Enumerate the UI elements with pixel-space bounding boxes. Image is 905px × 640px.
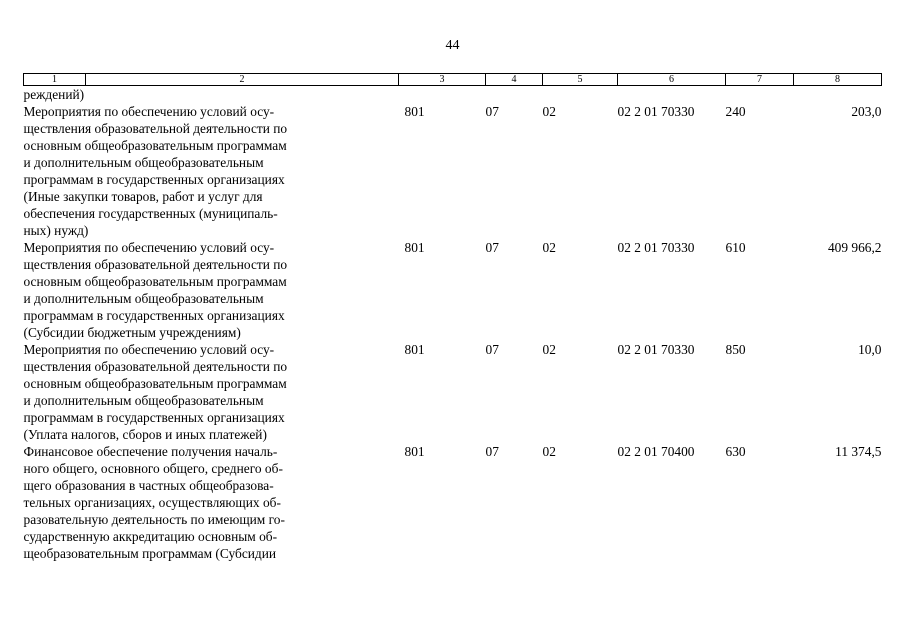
item-description <box>24 443 399 562</box>
subsection-code: 02 <box>542 240 556 255</box>
subsection-code: 02 <box>542 104 556 119</box>
amount: 11 374,5 <box>835 444 882 459</box>
description-line: и дополнительным общеобразовательным <box>23 393 264 408</box>
description-line: основным общеобразовательным программам <box>23 376 287 391</box>
description-line: ного общего, основного общего, среднего об- <box>23 461 283 476</box>
target-article-code: 02 2 01 70330 <box>617 342 695 357</box>
amount: 10,0 <box>858 342 882 357</box>
description-line: щего образования в частных общеобразова- <box>23 478 274 493</box>
description-line: программам в государственных организациях <box>23 172 285 187</box>
description-line: разовательную деятельность по имеющим го- <box>23 512 285 527</box>
col-header-2: 2 <box>86 74 399 86</box>
description-line: (Субсидии бюджетным учреждениям) <box>23 325 241 340</box>
header-row <box>24 74 882 86</box>
section-code: 07 <box>485 444 499 459</box>
subsection-code: 02 <box>542 342 556 357</box>
expense-type-code: 630 <box>725 444 746 459</box>
table-row <box>24 443 882 562</box>
item-description <box>24 103 399 239</box>
section-code: 07 <box>485 240 499 255</box>
description-line: (Иные закупки товаров, работ и услуг для <box>23 189 263 204</box>
target-article-code: 02 2 01 70330 <box>617 104 695 119</box>
col-header-5: 5 <box>543 74 618 86</box>
section-code: 07 <box>485 104 499 119</box>
page-number: 44 <box>445 38 460 53</box>
description-line: Финансовое обеспечение получения началь- <box>23 444 278 459</box>
description-line: программам в государственных организациях <box>23 308 285 323</box>
item-description <box>24 341 399 443</box>
description-line: и дополнительным общеобразовательным <box>23 155 264 170</box>
continuation-row <box>24 86 882 104</box>
description-line: тельных организациях, осуществляющих об- <box>23 495 281 510</box>
description-line: сударственную аккредитацию основным об- <box>23 529 278 544</box>
col-header-4: 4 <box>486 74 543 86</box>
description-line: ных) нужд) <box>23 223 89 238</box>
table-row <box>24 239 882 341</box>
table-row <box>24 341 882 443</box>
description-line: Мероприятия по обеспечению условий осу- <box>23 342 275 357</box>
expense-type-code: 850 <box>725 342 746 357</box>
budget-table <box>23 73 882 562</box>
description-line: щеобразовательным программам (Субсидии <box>23 546 277 561</box>
amount: 409 966,2 <box>827 240 882 255</box>
subsection-code: 02 <box>542 444 556 459</box>
amount: 203,0 <box>851 104 882 119</box>
ministry-code: 801 <box>404 444 425 459</box>
description-line: ществления образовательной деятельности по <box>23 121 288 136</box>
description-line: Мероприятия по обеспечению условий осу- <box>23 240 275 255</box>
ministry-code: 801 <box>404 342 425 357</box>
col-header-1: 1 <box>24 74 86 86</box>
description-line: основным общеобразовательным программам <box>23 138 287 153</box>
col-header-6: 6 <box>618 74 726 86</box>
description-line: Мероприятия по обеспечению условий осу- <box>23 104 275 119</box>
description-line: и дополнительным общеобразовательным <box>23 291 264 306</box>
description-line: ществления образовательной деятельности по <box>23 359 288 374</box>
expense-type-code: 610 <box>725 240 746 255</box>
continuation-text: реждений) <box>23 87 85 102</box>
target-article-code: 02 2 01 70330 <box>617 240 695 255</box>
table-row <box>24 103 882 239</box>
col-header-8: 8 <box>794 74 882 86</box>
ministry-code: 801 <box>404 104 425 119</box>
description-line: основным общеобразовательным программам <box>23 274 287 289</box>
description-line: (Уплата налогов, сборов и иных платежей) <box>23 427 267 442</box>
item-description <box>24 239 399 341</box>
ministry-code: 801 <box>404 240 425 255</box>
col-header-3: 3 <box>399 74 486 86</box>
description-line: ществления образовательной деятельности по <box>23 257 288 272</box>
target-article-code: 02 2 01 70400 <box>617 444 695 459</box>
col-header-7: 7 <box>726 74 794 86</box>
description-line: обеспечения государственных (муниципаль- <box>23 206 278 221</box>
section-code: 07 <box>485 342 499 357</box>
description-line: программам в государственных организациях <box>23 410 285 425</box>
expense-type-code: 240 <box>725 104 746 119</box>
